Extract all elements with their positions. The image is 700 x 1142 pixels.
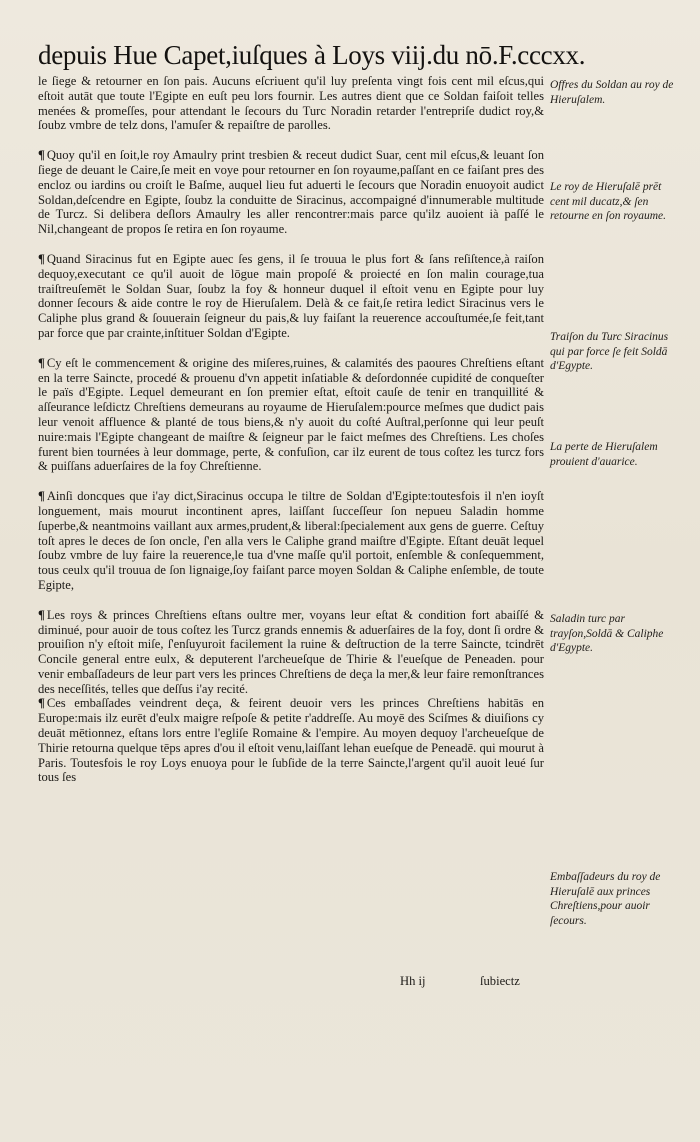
pilcrow-icon: ¶ bbox=[38, 251, 45, 266]
paragraph-3-text: Quand Siracinus fut en Egipte auec ſes gens, il ſe trouua le plus fort & ſans reſiſtence,à raiſon dequoy,executant ce qu'il auoit de lōgue main propoſé & proiecté en ſon malin courage,tua traiſtreuſemēt le Soldan Suar, ſoubz la foy & honneur duquel il eſtoit venu en Egipte pour luy donner ſecours & aide contre le roy de Hieruſalem. Delà & ce fait,ſe retira ledict Siracinus vers le Caliphe plus grand & ſouuerain ſeigneur du pais,& luy faiſant la reuerence accouſtumée,ſe feit,tant par force que par crainte,inſtituer Soldan d'Egipte. bbox=[38, 251, 544, 340]
pilcrow-icon: ¶ bbox=[38, 489, 45, 504]
page-footer bbox=[38, 974, 544, 990]
paragraph-6-text: Les roys & princes Chreſtiens eſtans oultre mer, voyans leur eſtat & condition fort abaiſſé & diminué, pour auoir de tous coſtez les Turcz grands ennemis & aduerſaires de la foy, dont ſi ordre & prouiſion n'y eſtoit miſe, ſ'enſuyuroit facilement la ruine & deſtruction de la terre Saincte, tcindrēt Concile general entre eulx, & deputerent l'archeueſque de Thirie & l'eueſque de Peneaden. pour venir embaſſadeurs de leur part vers les princes Chreſtiens de deça la mer,& leur faire remonſtrances des neceſſités, telles que deſſus i'ay recité. bbox=[38, 607, 544, 696]
marginal-note-2: Le roy de Hieruſalē prēt cent mil ducatz,& ſen retourne en ſon royaume. bbox=[550, 181, 667, 222]
paragraph-1-text: le ſiege & retourner en ſon pais. Aucuns eſcriuent qu'il luy preſenta vingt fois cent mil eſcus,qui eſtoit autāt que toute l'Egipte en euſt peu lors fournir. Les autres dient que ce Soldan faiſoit telles menées & promeſſes, pour attendant le ſecours du Turc Noradin retarder l'entrepriſe dudict roy,& ſoubz vmbre de telz dons, l'amuſer & repaiſtre de parolles. bbox=[38, 74, 544, 133]
paragraph-3 bbox=[38, 252, 544, 341]
paragraph-4-text: Cy eſt le commencement & origine des miſeres,ruines, & calamités des paoures Chreſtiens eſtant en la terre Saincte, procedé & prouenu d'vn appetit inſatiable & deſordonnée cupidité de conqueſter le païs d'Egipte. Lequel demeurant en ſon premier eſtat, eſtoit cauſe de tenir en tranquillité & aſſeurance leſdictz Chreſtiens demeurans au royaume de Hieruſalem:pource meſmes que dudict pais leur venoit affluence & planté de tous biens,& n'y auoit du coſté Auſtral,perſonne qui leur peuſt nuire:mais l'Egipte changeant de maiſtre & ſeigneur par le faict meſmes des Chreſtiens. Les choſes furent bien tournées à leur dommage, perte, & confuſion, car ilz eurent de tous coſtez les turcz fors & puiſſans aduerſaires de la foy Chreſtienne. bbox=[38, 355, 544, 474]
pilcrow-icon: ¶ bbox=[38, 696, 45, 711]
paragraph-5-text: Ainſi doncques que i'ay dict,Siracinus occupa le tiltre de Soldan d'Egipte:toutesfois il n'en ioyſt longuement, mais mourut incontinent apres, laiſſant ſucceſſeur ſon nepueu Saladin homme ſuperbe,& neantmoins vaillant aux armes,prudent,& liberal:ſpecialement aux gens de guerre. Ceſtuy toſt apres le deces de ſon oncle, ſ'en alla vers le Caliphe grand maiſtre d'Egipte. Eſtant deuāt lequel ſoubz vmbre de luy faire la reuerence,le tua d'vne maſſe qu'il portoit, enſemble & conſequemment, tous ceulx qu'il trouua de ſon lignaige,ſoy faiſant parce moyen Soldan & Caliphe enſemble, de toute Egipte, bbox=[38, 489, 544, 592]
marginal-note-4: La perte de Hieruſalem prouient d'auarice. bbox=[550, 441, 658, 468]
paragraph-4 bbox=[38, 356, 544, 474]
marginal-note-3: Traiſon du Turc Siracinus qui par force ſe feit Soldā d'Egypte. bbox=[550, 331, 669, 372]
pilcrow-icon: ¶ bbox=[38, 607, 45, 622]
signature-mark: Hh ij bbox=[400, 974, 426, 988]
catchword: ſubiectz bbox=[480, 974, 520, 988]
paragraph-1 bbox=[38, 74, 544, 133]
body-text bbox=[38, 74, 544, 785]
paragraph-6 bbox=[38, 608, 544, 697]
running-title: depuis Hue Capet,iuſques à Loys viij.du nō.F.cccxx. bbox=[38, 40, 586, 70]
marginal-note-6: Embaſſadeurs du roy de Hieruſalē aux princes Chreſtiens,pour auoir ſecours. bbox=[550, 871, 661, 927]
pilcrow-icon: ¶ bbox=[38, 148, 45, 163]
paragraph-7-text: Ces embaſſades veindrent deça, & feirent deuoir vers les princes Chreſtiens habitās en Europe:mais ilz eurēt d'eulx maigre reſpoſe & petite r'addreſſe. Au moyē des Sciſmes & diuiſions cy deuāt mētionnez, eſtans lors entre l'egliſe Romaine & l'empire. Au moyen dequoy l'archeueſque de Thirie retourna quelque tēps apres d'ou il eſtoit venu,laiſſant lehan eueſque de Peneadē. qui mourut à Paris. Toutesfois le roy Loys enuoya pour le ſubſide de la terre Saincte,l'argent qu'il auoit leué ſur tous ſes bbox=[38, 696, 544, 785]
paragraph-7 bbox=[38, 696, 544, 785]
marginal-note-5: Saladin turc par trayſon,Soldā & Caliphe d'Egypte. bbox=[550, 613, 664, 654]
marginal-note-1: Offres du Soldan au roy de Hieruſalem. bbox=[550, 79, 674, 106]
pilcrow-icon: ¶ bbox=[38, 355, 45, 370]
paragraph-2 bbox=[38, 148, 544, 237]
paragraph-2-text: Quoy qu'il en ſoit,le roy Amaulry print tresbien & receut dudict Suar, cent mil eſcus,& leuant ſon ſiege de deuant le Caire,ſe meit en voye pour retourner en ſon royaume,paſſant en ce faiſant pres des encloz ou iardins ou croiſt le Baſme, auquel lieu fut aduerti le ſecours que Noradin enuoyoit audict Soldan,deſcendre en Egipte, ſoubz la conduitte de Siracinus, accompaigné d'innumerable multitude de Turcz. Si delibera deſlors Amaulry les aller rencontrer:mais parce qu'ilz auoient ià paſſé le Nil,changeant de propos ſe retira en ſon royaume. bbox=[38, 148, 544, 237]
paragraph-5 bbox=[38, 489, 544, 593]
